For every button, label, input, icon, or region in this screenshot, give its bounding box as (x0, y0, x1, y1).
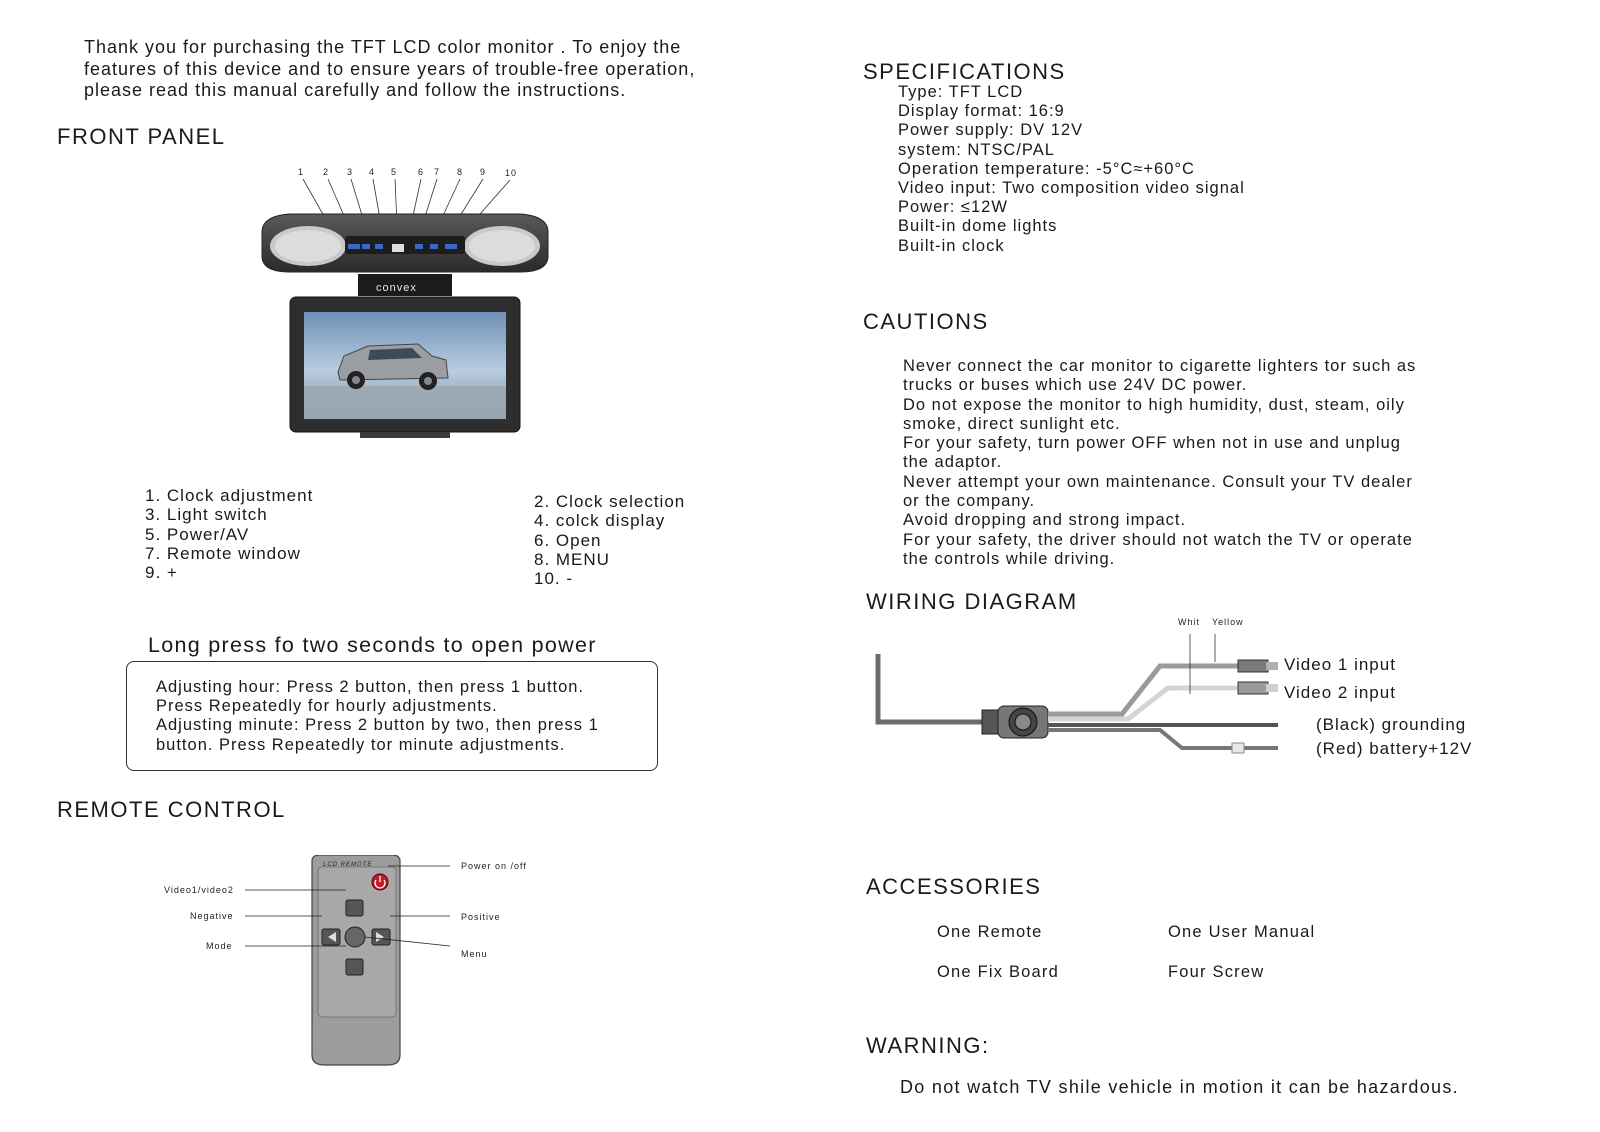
spec-item: Built-in clock (898, 236, 1005, 255)
spec-item: Type: TFT LCD (898, 83, 1024, 101)
remote-illustration (150, 855, 570, 1075)
video-button-icon (346, 900, 363, 916)
spec-item: Video input: Two composition video signal (898, 179, 1245, 198)
accessory-item: One User Manual (1168, 923, 1316, 941)
accessory-item: One Fix Board (937, 963, 1059, 981)
front-panel-legend-left (145, 486, 313, 582)
caution-line: For your safety, the driver should not watch the TV or operate (903, 530, 1413, 549)
spec-item: Power supply: DV 12V (898, 121, 1084, 140)
label-video: Video1/video2 (164, 885, 234, 895)
caution-line: Avoid dropping and strong impact. (903, 511, 1187, 530)
panel-number-5: 5 (391, 167, 398, 177)
spec-item: Display format: 16:9 (898, 102, 1065, 121)
caution-line: smoke, direct sunlight etc. (903, 414, 1121, 433)
front-panel-heading: FRONT PANEL (57, 124, 226, 149)
brand-logo: convex (376, 282, 417, 294)
label-white-wire: Whit (1178, 617, 1200, 627)
video2-input-label: Video 2 input (1284, 683, 1396, 702)
remote-control-heading: REMOTE CONTROL (57, 797, 286, 822)
panel-number-8: 8 (457, 167, 464, 177)
label-power: Power on /off (461, 861, 527, 871)
cautions-heading: CAUTIONS (863, 309, 989, 334)
legend-item: 4. colck display (534, 511, 666, 531)
caution-line: trucks or buses which use 24V DC power. (903, 376, 1248, 395)
menu-button-icon (345, 927, 365, 947)
legend-item: 5. Power/AV (145, 524, 250, 544)
long-press-note: Long press fo two seconds to open power (148, 633, 597, 657)
adjust-note-line: Adjusting minute: Press 2 button by two, then press 1 (156, 716, 599, 735)
panel-number-4: 4 (369, 167, 376, 177)
panel-number-1: 1 (298, 167, 305, 177)
monitor-illustration (250, 160, 560, 450)
spec-item: system: NTSC/PAL (898, 140, 1055, 159)
spec-item: Power: ≤12W (898, 198, 1008, 217)
accessories-heading: ACCESSORIES (866, 874, 1042, 899)
intro-paragraph (84, 37, 784, 102)
label-negative: Negative (190, 911, 234, 921)
spec-item: Operation temperature: -5°C≈+60°C (898, 159, 1195, 178)
adjust-note-text (156, 678, 599, 755)
intro-line: please read this manual carefully and follow the instructions. (84, 80, 627, 100)
front-panel-legend-right (534, 492, 685, 588)
accessory-item: One Remote (937, 923, 1043, 941)
warning-heading: WARNING: (866, 1033, 990, 1058)
remote-header-text: LCD REMOTE (323, 862, 373, 868)
legend-item: 6. Open (534, 530, 602, 550)
panel-numbers (298, 167, 517, 178)
legend-item: 1. Clock adjustment (145, 486, 314, 505)
wiring-illustration (860, 610, 1320, 770)
panel-number-3: 3 (347, 167, 354, 177)
grounding-label: (Black) grounding (1316, 715, 1467, 734)
caution-line: Do not expose the monitor to high humidity, dust, steam, oily (903, 395, 1405, 414)
caution-line: Never attempt your own maintenance. Consult your TV dealer (903, 472, 1413, 491)
mode-button-icon (346, 959, 363, 975)
caution-line: the adaptor. (903, 453, 1003, 472)
adjust-note-line: button. Press Repeatedly tor minute adjustments. (156, 735, 566, 754)
wiring-diagram-heading: WIRING DIAGRAM (866, 589, 1078, 614)
legend-item: 2. Clock selection (534, 492, 686, 511)
panel-number-9: 9 (480, 167, 487, 177)
caution-line: the controls while driving. (903, 549, 1116, 568)
legend-item: 3. Light switch (145, 505, 268, 525)
legend-item: 9. + (145, 563, 178, 583)
panel-number-7: 7 (434, 167, 441, 177)
caution-line: or the company. (903, 492, 1036, 511)
legend-item: 7. Remote window (145, 543, 301, 563)
caution-line: Never connect the car monitor to cigarette lighters tor such as (903, 357, 1417, 375)
spec-item: Built-in dome lights (898, 217, 1058, 236)
panel-number-10: 10 (505, 168, 518, 178)
warning-text: Do not watch TV shile vehicle in motion it can be hazardous. (900, 1077, 1459, 1097)
accessory-item: Four Screw (1168, 963, 1265, 981)
panel-number-2: 2 (323, 167, 330, 177)
label-mode: Mode (206, 941, 233, 951)
specifications-list (898, 83, 1245, 256)
video1-input-label: Video 1 input (1284, 655, 1396, 674)
cautions-list (903, 357, 1416, 569)
panel-number-6: 6 (418, 167, 425, 177)
label-yellow-wire: Yellow (1212, 617, 1244, 627)
legend-item: 8. MENU (534, 549, 610, 569)
intro-line: Thank you for purchasing the TFT LCD color monitor . To enjoy the (84, 37, 682, 57)
legend-item: 10. - (534, 569, 574, 589)
label-menu: Menu (461, 949, 488, 959)
adjust-note-line: Press Repeatedly for hourly adjustments. (156, 697, 498, 716)
battery-label: (Red) battery+12V (1316, 739, 1473, 758)
caution-line: For your safety, turn power OFF when not in use and unplug (903, 434, 1401, 453)
intro-line: features of this device and to ensure years of trouble-free operation, (84, 58, 696, 79)
label-positive: Positive (461, 912, 501, 922)
specifications-heading: SPECIFICATIONS (863, 59, 1066, 84)
adjust-note-line: Adjusting hour: Press 2 button, then press 1 button. (156, 678, 585, 696)
